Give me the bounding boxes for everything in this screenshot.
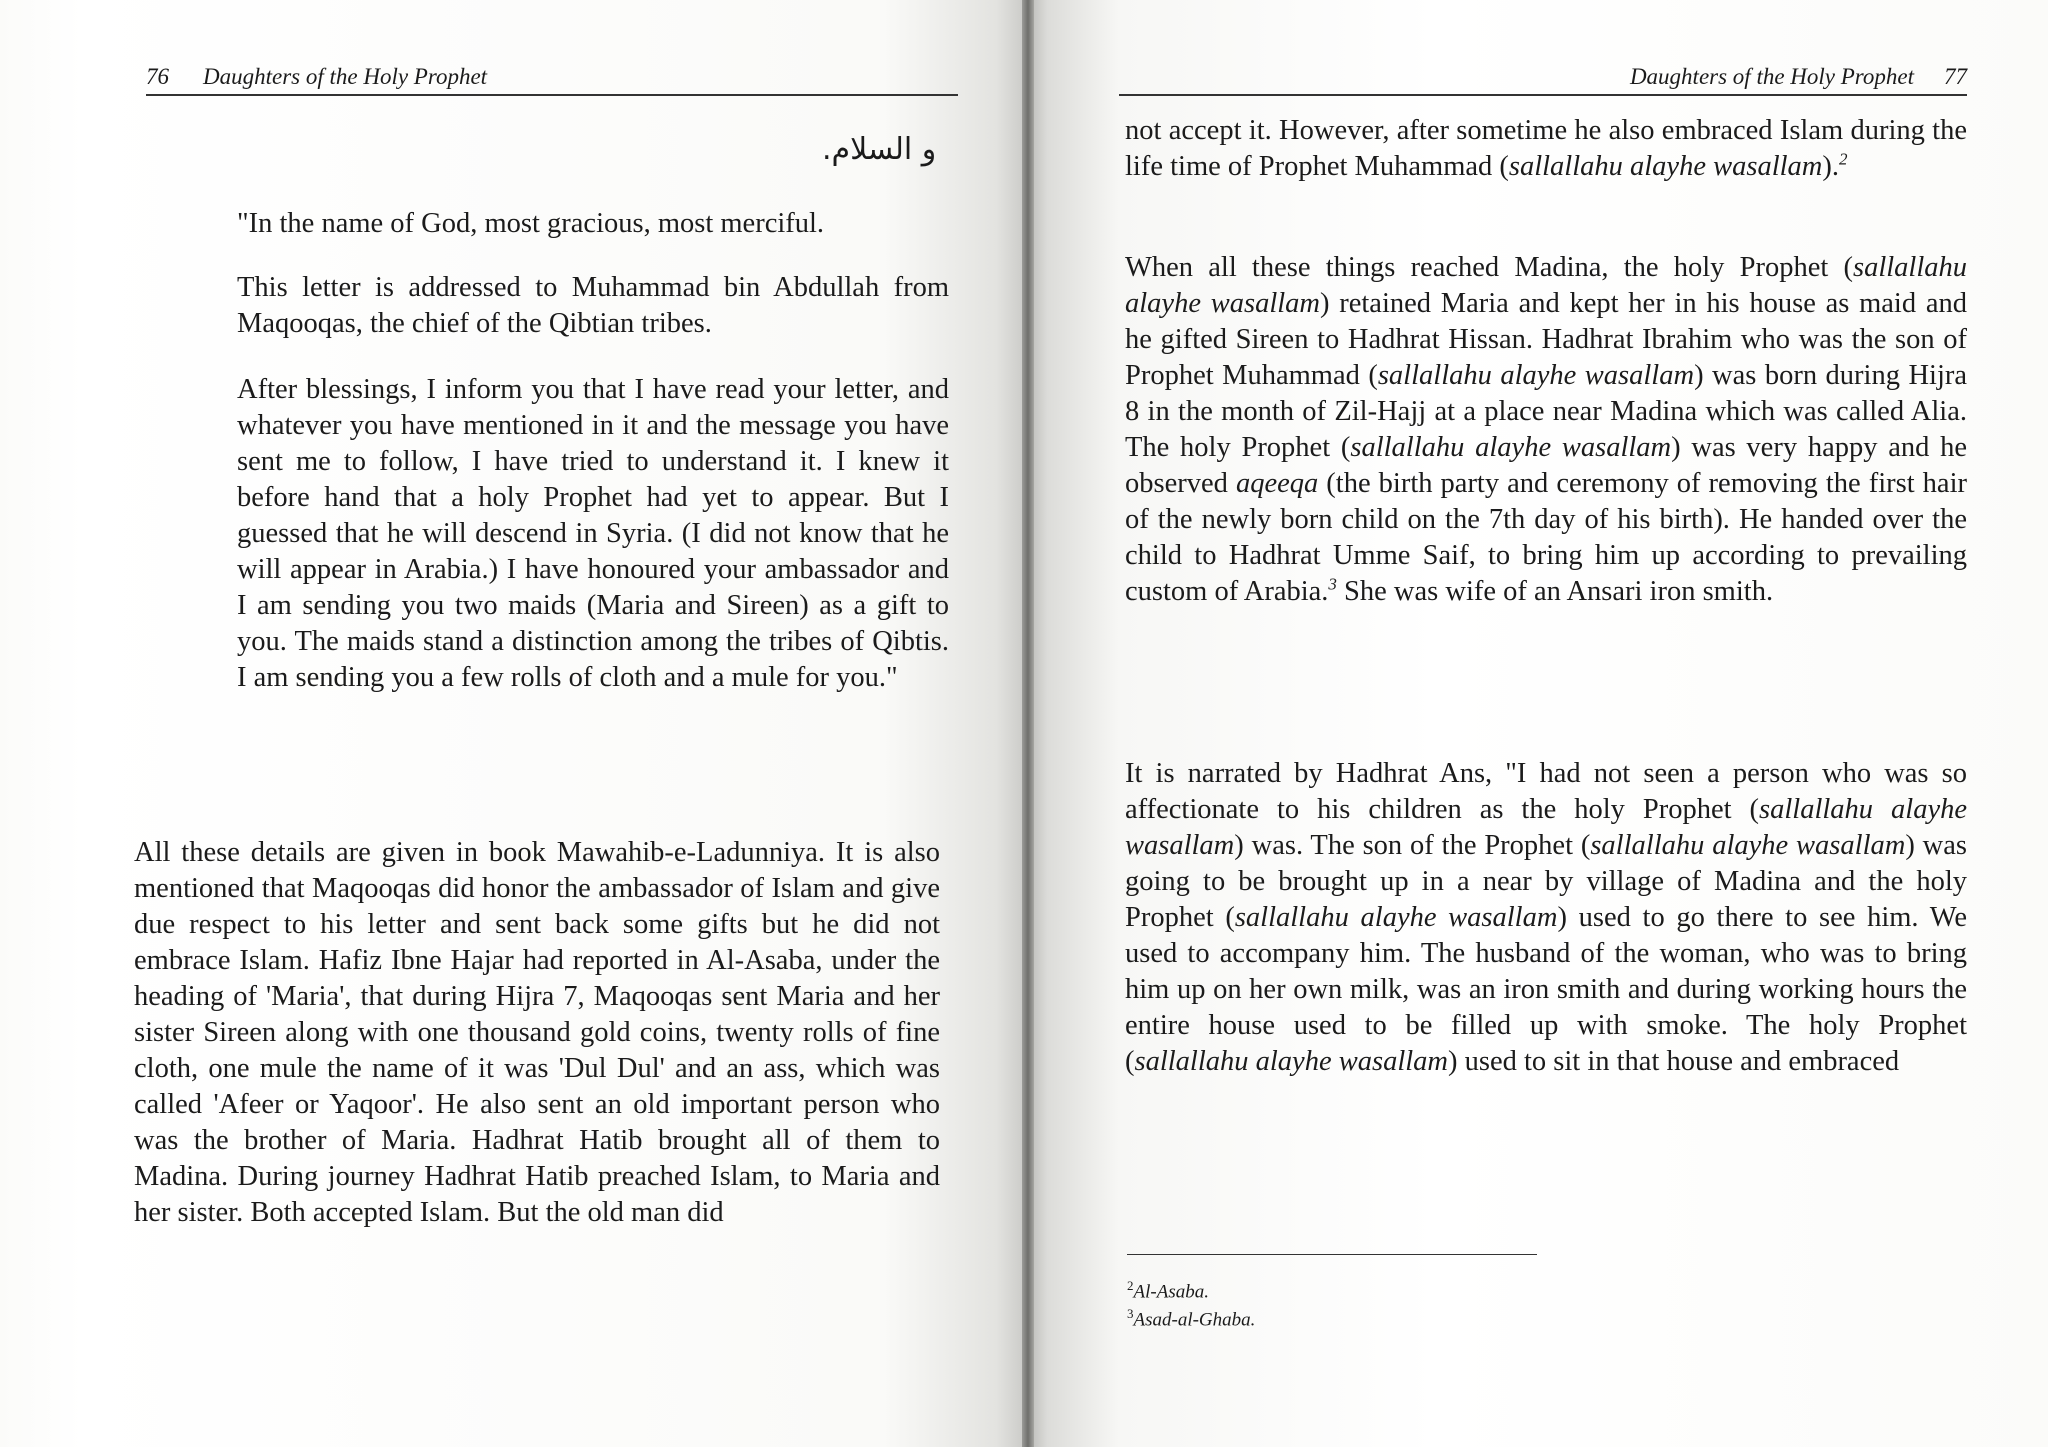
body-paragraph-right-3 <box>1125 756 1967 1080</box>
italic-honorific: sallallahu alayhe wasallam <box>1125 794 1967 861</box>
text-run: She was wife of an Ansari iron smith. <box>1336 576 1774 607</box>
italic-honorific: sallallahu alayhe wasallam <box>1125 252 1967 319</box>
footnote-3 <box>1127 1302 1255 1332</box>
text-run: ) was very happy and he observed <box>1125 432 1968 499</box>
running-head-left <box>146 64 958 96</box>
text-run: ) was going to be brought up in a near by village of Madina and the holy Prophet ( <box>1125 830 1968 933</box>
footnote-2 <box>1127 1274 1209 1304</box>
italic-honorific: sallallahu alayhe wasallam <box>1590 830 1906 861</box>
text-run: ) retained Maria and kept her in his house as maid and he gifted Sireen to Hadhrat Hissan. Hadhrat Ibrahim who was the son of Prophet Muhammad ( <box>1125 288 1967 391</box>
text-run: ) used to go there to see him. We used to accompany him. The husband of the woman, who was to bring him up on her own milk, was an iron smith and during working hours the entire house used to be filled up with smoke. The holy Prophet ( <box>1125 902 1967 1077</box>
footnote-number: 3 <box>1127 1306 1134 1321</box>
text-run: ). <box>1822 151 1839 182</box>
page-number-right: 77 <box>1944 64 1967 89</box>
text-run: ) was born during Hijra 8 in the month of Zil-Hajj at a place near Madina which was called Alia. The holy Prophet ( <box>1125 360 1967 463</box>
text-run: (the birth party and ceremony of removing the first hair of the newly born child on the 7th day of his birth). He handed over the child to Hadhrat Umme Saif, to bring him up according to prevailing custom of Arabia. <box>1125 468 1967 607</box>
quote-paragraph-3: After blessings, I inform you that I have read your letter, and whatever you have mentioned in it and the message you have sent me to follow, I have tried to understand it. I knew it before hand that a holy Prophet had yet to appear. But I guessed that he will descend in Syria. (I did not know that he will appear in Arabia.) I have honoured your ambassador and I am sending you two maids (Maria and Sireen) as a gift to you. The maids stand a distinction among the tribes of Qibtis. I am sending you a few rolls of cloth and a mule for you." <box>237 374 949 693</box>
footnote-divider <box>1127 1254 1537 1255</box>
italic-honorific: sallallahu alayhe wasallam <box>1508 151 1823 182</box>
italic-honorific: sallallahu alayhe wasallam <box>1350 432 1672 463</box>
body-paragraph-right-1 <box>1125 113 1967 185</box>
footnote-number: 2 <box>1127 1278 1134 1293</box>
book-gutter <box>1022 0 1034 1447</box>
footnote-text: Al-Asaba. <box>1133 1281 1209 1303</box>
text-run: It is narrated by Hadhrat Ans, "I had not seen a person who was so affectionate to his children as the holy Prophet ( <box>1125 758 1967 825</box>
footnote-text: Asad-al-Ghaba. <box>1133 1309 1256 1331</box>
text-run: ) was. The son of the Prophet ( <box>1234 830 1591 861</box>
italic-term: aqeeqa <box>1235 468 1319 499</box>
quote-paragraph-2: This letter is addressed to Muhammad bin Abdullah from Maqooqas, the chief of the Qibtian tribes. <box>237 272 949 339</box>
italic-honorific: sallallahu alayhe wasallam <box>1234 902 1558 933</box>
text-run: When all these things reached Madina, the holy Prophet ( <box>1125 252 1853 283</box>
italic-honorific: sallallahu alayhe wasallam <box>1134 1046 1448 1077</box>
right-page <box>1027 0 2048 1447</box>
text-run: not accept it. However, after sometime he also embraced Islam during the life time of Prophet Muhammad ( <box>1125 115 1967 182</box>
running-head-title-left: Daughters of the Holy Prophet <box>203 64 488 89</box>
running-head-title-right: Daughters of the Holy Prophet <box>1629 64 1914 89</box>
italic-honorific: sallallahu alayhe wasallam <box>1377 360 1695 391</box>
body-paragraph-right-2 <box>1125 250 1967 610</box>
page-number-left: 76 <box>146 64 169 89</box>
arabic-closing: و السلام. <box>822 132 937 167</box>
running-head-right <box>1119 64 1967 96</box>
text-run: ) used to sit in that house and embraced <box>1448 1046 1900 1077</box>
footnote-ref-3: 3 <box>1328 574 1337 594</box>
body-paragraph-left: All these details are given in book Mawahib-e-Ladunniya. It is also mentioned that Maqooqas did honor the ambassador of Islam and give due respect to his letter and sent back some gifts but he did not embrace Islam. Hafiz Ibne Hajar had reported in Al-Asaba, under the heading of 'Maria', that during Hijra 7, Maqooqas sent Maria and her sister Sireen along with one thousand gold coins, twenty rolls of fine cloth, one mule the name of it was 'Dul Dul' and an ass, which was called 'Afeer or Yaqoor'. He also sent an old important person who was the brother of Maria. Hadhrat Hatib brought all of them to Madina. During journey Hadhrat Hatib preached Islam, to Maria and her sister. Both accepted Islam. But the old man did <box>134 837 940 1228</box>
footnote-ref-2: 2 <box>1839 149 1848 169</box>
quote-paragraph-1: "In the name of God, most gracious, most merciful. <box>237 208 825 239</box>
